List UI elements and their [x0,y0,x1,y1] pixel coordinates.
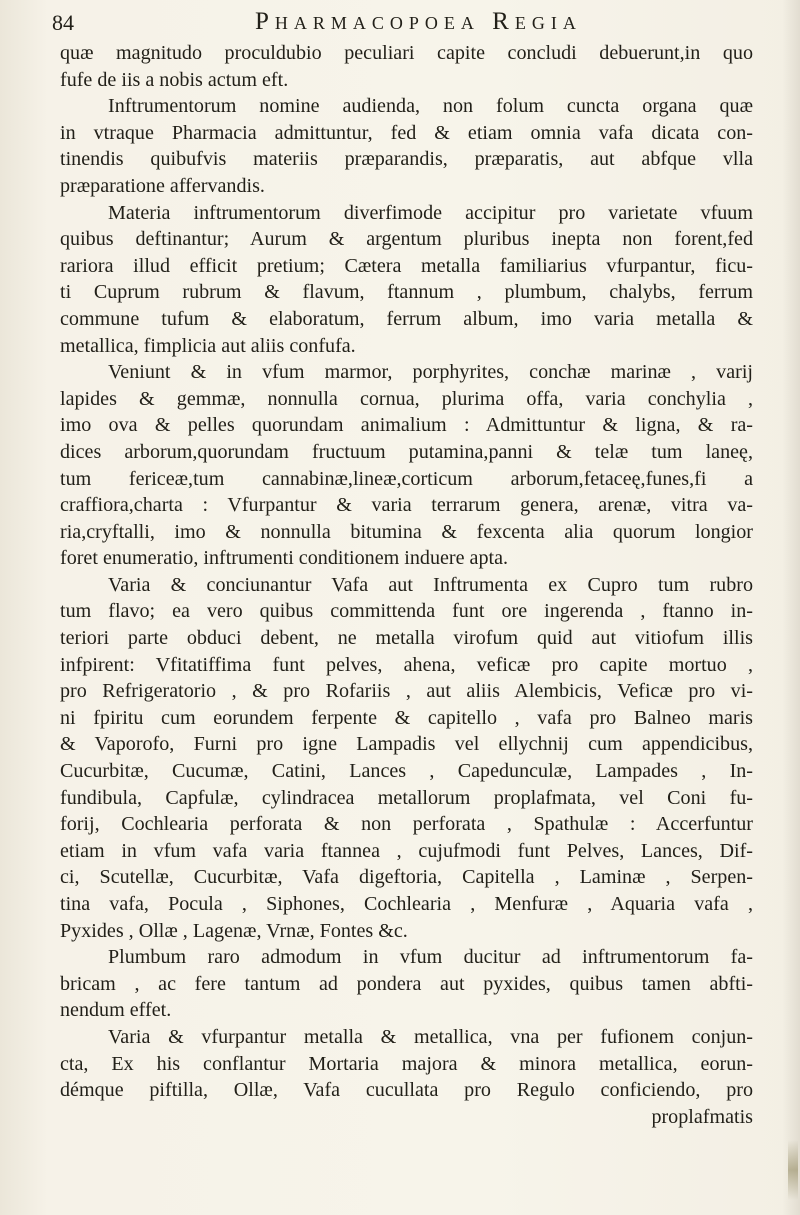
text-line: tina vafa, Pocula , Siphones, Cochlearia , Menfuræ , Aquaria vafa , [60,893,753,915]
text-line: quibus deftinantur; Aurum & argentum pluribus inepta non forent,fed [60,228,753,251]
text-line: pro Refrigeratorio , & pro Rofariis , aut aliis Alembicis, Veficæ pro vi- [60,680,753,703]
text-line: Pyxides , Ollæ , Lagenæ, Vrnæ, Fontes &c. [60,919,408,942]
page-header [40,6,760,40]
text-line: tinendis quibufvis materiis præparandis, præparatis, aut abfque vlla [60,148,753,171]
text-line: Varia & conciunantur Vafa aut Inftrumenta ex Cupro tum rubro [108,573,753,596]
text-line: teriori parte obduci debent, ne metalla virofum quid aut vitiofum illis [60,627,753,650]
text-line: & Vaporofo, Furni pro igne Lampadis vel ellychnij cum appendicibus, [60,733,753,756]
text-line: tum fericeæ,tum cannabinæ,lineæ,corticum arborum,fetaceę,funes,fi a [60,467,753,490]
text-line: démque piftilla, Ollæ, Vafa cucullata pro Regulo conficiendo, pro [60,1079,753,1102]
body-text [60,40,753,1130]
text-line: fundibula, Capfulæ, cylindracea metallorum proplafmata, vel Coni fu- [60,786,753,809]
text-line: Plumbum raro admodum in vfum ducitur ad inftrumentorum fa- [108,946,753,969]
text-line: nendum effet. [60,999,172,1022]
text-line: commune tufum & elaboratum, ferrum album, imo varia metalla & [60,307,753,330]
text-line: craffiora,charta : Vfurpantur & varia terrarum genera, arenæ, vitra va- [60,494,753,517]
text-line: fufe de iis a nobis actum eft. [60,68,289,91]
text-line: etiam in vfum vafa varia ftannea , cujufmodi funt Pelves, Lances, Dif- [60,839,753,862]
text-line: Veniunt & in vfum marmor, porphyrites, conchæ marinæ , varij [108,361,753,384]
text-line: metallica, fimplicia aut aliis confufa. [60,334,356,357]
text-line: lapides & gemmæ, nonnulla cornua, plurima offa, varia conchylia , [60,387,753,410]
running-head: Pharmacopoea Regia [255,8,582,35]
text-line: præparatione affervandis. [60,174,265,197]
page-number: 84 [52,10,74,35]
text-line: in vtraque Pharmacia admittuntur, fed & etiam omnia vafa dicata con- [60,121,753,144]
text-line: cta, Ex his conflantur Mortaria majora & minora metallica, eorun- [60,1052,753,1075]
text-line: bricam , ac fere tantum ad pondera aut pyxides, quibus tamen abfti- [60,972,753,995]
page-stain [788,1140,798,1200]
text-line: ria,cryftalli, imo & nonnulla bitumina & fexcenta alia quorum longior [60,520,753,543]
text-line: forij, Cochlearia perforata & non perforata , Spathulæ : Accerfuntur [60,813,753,836]
page-edge-shadow [782,0,800,1215]
text-line: imo ova & pelles quorundam animalium : Admittuntur & ligna, & ra- [60,414,753,437]
text-line: infpirent: Vfitatiffima funt pelves, ahena, veficæ pro capite mortuo , [60,653,753,676]
text-line: quæ magnitudo proculdubio peculiari capite concludi debuerunt,in quo [60,42,753,64]
text-line: tum flavo; ea vero quibus committenda funt ore ingerenda , ftanno in- [60,600,753,623]
text-line: Materia inftrumentorum diverfimode accipitur pro varietate vfuum [108,201,753,224]
text-line: Inftrumentorum nomine audienda, non folum cuncta organa quæ [108,95,753,118]
text-line: proplafmatis [651,1105,753,1128]
text-line: Cucurbitæ, Cucumæ, Catini, Lances , Capedunculæ, Lampades , In- [60,760,753,783]
text-line: rariora illud efficit pretium; Cætera metalla familiarius vfurpantur, ficu- [60,254,753,277]
text-line: ti Cuprum rubrum & flavum, ftannum , plumbum, chalybs, ferrum [60,281,753,304]
text-line: foret enumeratio, inftrumenti conditionem induere apta. [60,547,509,570]
text-line: ci, Scutellæ, Cucurbitæ, Vafa digeftoria, Capitella , Laminæ , Serpen- [60,866,753,889]
text-line: ni fpiritu cum eorundem ferpente & capitello , vafa pro Balneo maris [60,706,753,729]
text-line: dices arborum,quorundam fructuum putamina,panni & telæ tum laneę, [60,440,753,463]
text-line: Varia & vfurpantur metalla & metallica, vna per fufionem conjun- [108,1025,753,1048]
